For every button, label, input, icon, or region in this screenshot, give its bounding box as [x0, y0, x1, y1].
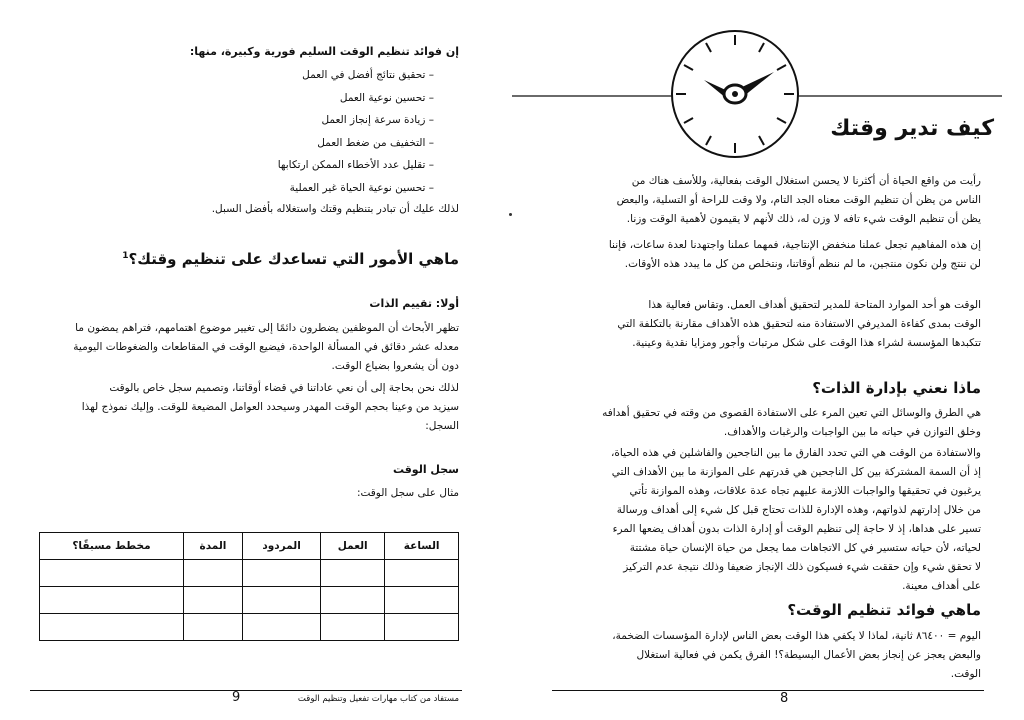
paragraph-line: الناس من يظن أن تنظيم الوقت معناه الجد التام، ولا وقت للراحة أو التسلية، والبعض	[616, 194, 981, 206]
footer-rule	[552, 690, 984, 691]
paragraph-line: والبعض يعجز عن إنجاز بعض الأعمال البسيطة؟! الفرق يكمن في فعالية استغلال	[636, 649, 981, 661]
table-cell	[40, 560, 184, 587]
paragraph-line: تظهر الأبحاث أن الموظفين يضطرون دائمًا إلى تغيير موضوع اهتمامهم، فتراهم يمضون ما	[75, 322, 459, 334]
paragraph-line: الوقت بمدى كفاءة المديرفي الاستفادة منه لتحقيق هذه الأهداف مقارنة بالتكلفة التي	[617, 318, 981, 330]
table-header-row	[40, 533, 459, 560]
paragraph-line: والاستفادة من الوقت هي التي تحدد الفارق ما بين الناجحين والفاشلين في هذه الحياة،	[611, 447, 981, 459]
first-paragraph	[54, 319, 459, 376]
paragraph-line: لذلك نحن بحاجة إلى أن نعي عاداتنا في قضاء أوقاتنا، وتصميم سجل خاص بالوقت	[109, 382, 459, 394]
table-row	[40, 587, 459, 614]
paragraph-line: السجل:	[425, 420, 459, 432]
paragraph-line: من خلال إدارتهم لذواتهم، وهذه الإدارة للذات تحتاج قبل كل شيء إلى أهداف ورسالة	[616, 504, 981, 516]
table-row	[40, 560, 459, 587]
benefits-paragraph	[551, 627, 981, 684]
right-page	[512, 0, 1024, 720]
paragraph-line: يظن أن تنظيم الوقت شيء تافه لا وزن له، ذلك لأنهم لا يقيمون لأهمية الوقت وزنا.	[626, 213, 981, 225]
paragraph-line: الوقت.	[950, 668, 981, 680]
table-row	[40, 614, 459, 641]
paragraph-line: لن ننتج ولن نكون منتجين، ما لم ننظم أوقاتنا، ونتخلص من كل ما يبدد هذه الأوقات.	[624, 258, 981, 270]
paragraph-line: وخلق التوازن في حياته ما بين الواجبات والرغبات والأهداف.	[723, 426, 981, 438]
time-log-table	[39, 532, 459, 641]
paragraph-line: تسير على هداها، إذ لا حاجة إلى تنظيم الوقت أو إدارة الذات بدون أهداف يضعها المرء	[612, 523, 981, 535]
page-title: كيف تدير وقتك	[830, 116, 994, 141]
paragraph-line: يرغبون في تحقيقها والواجبات اللازمة عليهم تجاه عدة علاقات، وهذه الموازنة تأتي	[629, 485, 981, 497]
paragraph-line: لا تحقق شيء وإن حققت شيء فسيكون ذلك الإنجاز ضعيفا وذلك نتيجة عدم التركيز	[623, 561, 981, 573]
heading-help-text: ماهي الأمور التي تساعدك على تنظيم وقتك؟	[128, 250, 459, 268]
benefit-item: – زيادة سرعة إنجاز العمل	[321, 114, 434, 126]
paragraph-line: رأيت من واقع الحياة أن أكثرنا لا يحسن استغلال الوقت بفعالية، وللأسف هناك من	[631, 175, 981, 187]
paragraph-line: دون أن يشعروا بضياع الوقت.	[331, 360, 459, 372]
table-cell	[40, 614, 184, 641]
header-return: المردود	[243, 533, 321, 560]
table-cell	[40, 587, 184, 614]
second-paragraph	[54, 379, 459, 436]
paragraph-line: اليوم = ٨٦٤٠٠ ثانية، لماذا لا يكفي هذا الوقت بعض الناس لإدارة المؤسسات الضخمة،	[612, 630, 981, 642]
intro-paragraph-2	[551, 236, 981, 274]
table-cell	[321, 587, 385, 614]
page-number: 8	[780, 691, 789, 706]
heading-help	[119, 246, 459, 269]
header-duration: المدة	[183, 533, 242, 560]
log-example: مثال على سجل الوقت:	[356, 487, 459, 499]
table-cell	[183, 614, 242, 641]
paragraph-line: هي الطرق والوسائل التي تعين المرء على الاستفادة القصوى من وقته في تحقيق أهدافه	[602, 407, 981, 419]
table-cell	[243, 560, 321, 587]
benefit-item: – تحقيق نتائج أفضل في العمل	[302, 69, 434, 81]
table-cell	[183, 560, 242, 587]
benefit-item: – تقليل عدد الأخطاء الممكن ارتكابها	[277, 159, 434, 171]
self-paragraph	[551, 404, 981, 442]
footnote-marker: 1	[122, 251, 129, 261]
paragraph-line: سيزيد من وعينا بحجم الوقت المهدر وسيحدد العوامل المضيعة للوقت. وإليك نموذج لهذا	[81, 401, 459, 413]
table-cell	[321, 560, 385, 587]
header-work: العمل	[321, 533, 385, 560]
paragraph-line: الوقت هو أحد الموارد المتاحة للمدير لتحقيق أهداف العمل. وتقاس فعالية هذا	[648, 299, 981, 311]
paragraph-line: على أهداف معينة.	[902, 580, 981, 592]
benefit-item: – تحسين نوعية الحياة غير العملية	[289, 181, 434, 194]
first-title: أولا: تقييم الذات	[369, 297, 459, 310]
paragraph-line: لحياته، لأن حياته ستسير في كل الاتجاهات مما يجعل من حياة الإنسان حياة مشتتة	[629, 542, 981, 554]
heading-self-management: ماذا نعني بإدارة الذات؟	[812, 379, 981, 397]
self-paragraph-2	[551, 444, 981, 596]
heading-benefits: ماهي فوائد تنظيم الوقت؟	[787, 601, 981, 619]
benefits-closing: لذلك عليك أن تبادر بتنظيم وقتك واستغلاله بأفضل السبل.	[211, 203, 459, 215]
table-cell	[321, 614, 385, 641]
table-cell	[385, 587, 459, 614]
footer-rule	[30, 690, 462, 691]
footer-source: مستفاد من كتاب مهارات تفعيل وتنظيم الوقت	[297, 694, 459, 704]
table-cell	[183, 587, 242, 614]
benefits-intro: إن فوائد تنظيم الوقت السليم فورية وكبيرة، منها:	[189, 45, 459, 58]
paragraph-line: تتكبدها المؤسسة لشراء هذا الوقت على شكل مرتبات وأجور ومزايا نقدية وعينية.	[632, 337, 981, 349]
resource-paragraph	[551, 296, 981, 353]
benefit-item: – تحسين نوعية العمل	[339, 91, 434, 104]
table-cell	[243, 614, 321, 641]
paragraph-line: إذ أن السمة المشتركة بين كل الناجحين هي قدرتهم على الموازنة ما بين الأهداف التي	[611, 466, 981, 478]
table-cell	[385, 614, 459, 641]
table-cell	[243, 587, 321, 614]
page-number: 9	[232, 690, 241, 705]
paragraph-line: إن هذه المفاهيم تجعل عملنا منخفض الإنتاجية، فمهما عملنا واجتهدنا لعدة ساعات، فإننا	[608, 239, 981, 251]
benefits-list	[114, 64, 434, 199]
log-title: سجل الوقت	[392, 463, 459, 476]
table-cell	[385, 560, 459, 587]
paragraph-line: معدله عشر دقائق في المسألة الواحدة، فيضيع الوقت في المقاطعات والضغوطات اليومية	[73, 341, 459, 353]
benefit-item: – التخفيف من ضغط العمل	[317, 136, 434, 149]
intro-paragraph	[551, 172, 981, 229]
header-planned: مخطط مسبقًا؟	[40, 533, 184, 560]
header-hour: الساعة	[385, 533, 459, 560]
